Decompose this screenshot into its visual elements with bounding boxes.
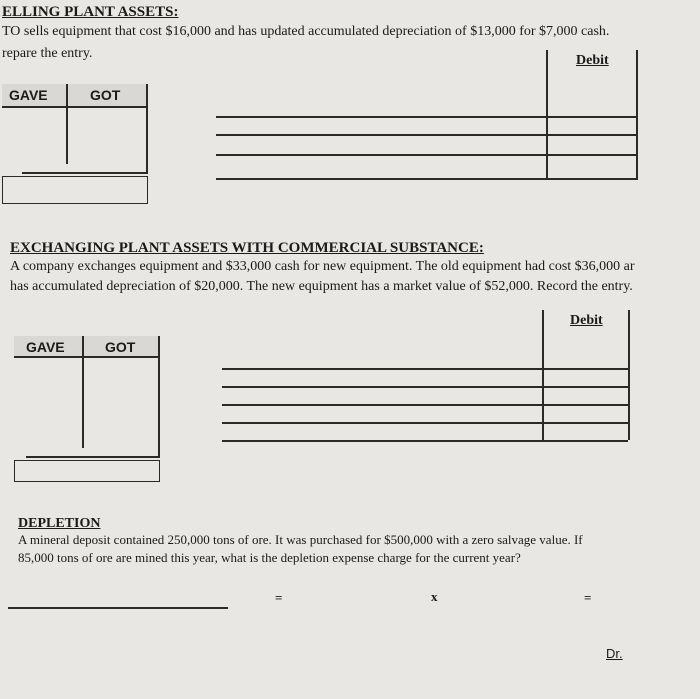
section3-equals-sign: =	[275, 590, 283, 605]
section1-header-underline	[2, 106, 148, 108]
section3-times-sign: x	[431, 589, 438, 604]
section2-journal-line	[222, 440, 628, 442]
section1-heading: ELLING PLANT ASSETS:	[2, 4, 179, 20]
section2-problem-line2: has accumulated depreciation of $20,000. The new equipment has a market value of $52,000. Record the entry.	[10, 279, 633, 294]
section1-t-account-divider	[66, 84, 68, 164]
section2-t-account-divider	[82, 336, 84, 448]
section1-got-label: GOT	[90, 87, 121, 103]
section2-problem-line1: A company exchanges equipment and $33,000 cash for new equipment. The old equipment had cost $36,000 ar	[10, 259, 635, 274]
section1-debit-header: Debit	[576, 53, 609, 68]
section2-header-underline	[14, 356, 160, 358]
section2-debit-column-right	[628, 310, 630, 440]
section1-t-account-right-edge	[146, 84, 148, 174]
section2-got-label: GOT	[105, 339, 136, 355]
section1-problem-line2: repare the entry.	[2, 46, 93, 61]
section3-equals-sign-2: =	[584, 590, 592, 605]
section3-answer-line	[8, 607, 228, 609]
section1-total-line	[22, 172, 146, 174]
section2-journal-line	[222, 368, 628, 370]
section1-journal-line	[216, 178, 636, 180]
section2-total-line	[26, 456, 160, 458]
section3-problem-line2: 85,000 tons of ore are mined this year, what is the depletion expense charge for the current year?	[18, 550, 521, 565]
section2-debit-column-left	[542, 310, 544, 440]
section1-debit-column-left	[546, 50, 548, 180]
section1-debit-column-right	[636, 50, 638, 180]
section2-journal-line	[222, 386, 628, 388]
section2-t-account-right-edge	[158, 336, 160, 456]
section1-journal-line	[216, 154, 636, 156]
section2-journal-line	[222, 422, 628, 424]
section3-problem-line1: A mineral deposit contained 250,000 tons of ore. It was purchased for $500,000 with a zero salvage value. If	[18, 532, 583, 547]
section1-journal-line	[216, 134, 636, 136]
section2-heading: EXCHANGING PLANT ASSETS WITH COMMERCIAL SUBSTANCE:	[10, 240, 484, 256]
section2-journal-line	[222, 404, 628, 406]
section1-total-box	[2, 176, 148, 204]
section3-dr-label: Dr.	[606, 646, 623, 661]
section3-heading: DEPLETION	[18, 516, 101, 531]
section2-gave-label: GAVE	[26, 339, 65, 355]
section1-problem-line1: TO sells equipment that cost $16,000 and has updated accumulated depreciation of $13,000 for $7,000 cash.	[2, 24, 610, 39]
section2-debit-header: Debit	[570, 313, 603, 328]
section2-total-box	[14, 460, 160, 482]
section1-journal-line	[216, 116, 636, 118]
section1-gave-label: GAVE	[9, 87, 48, 103]
